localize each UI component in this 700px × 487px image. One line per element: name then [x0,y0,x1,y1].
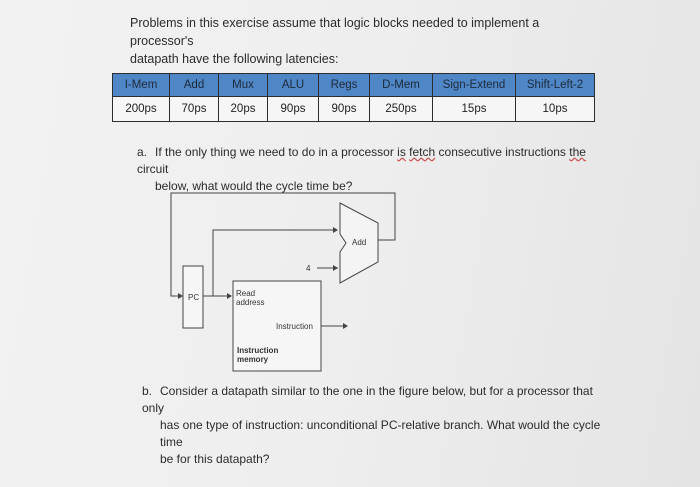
value-regs: 90ps [319,97,370,122]
header-add: Add [170,74,219,97]
intro-line-2: datapath have the following latencies: [130,52,339,66]
question-b-line1: Consider a datapath similar to the one in the figure below, but for a processor that only [142,384,593,415]
question-a-line1-mid: consecutive instructions [435,145,570,159]
arrowhead-memory [227,293,232,299]
header-imem: I-Mem [113,74,170,97]
value-dmem: 250ps [370,97,433,122]
value-add: 70ps [170,97,219,122]
header-regs: Regs [319,74,370,97]
arrowhead-constant [333,265,338,271]
constant-label: 4 [306,264,311,273]
question-b-line2: has one type of instruction: unconditional PC-relative branch. What would the cycle time [160,418,601,449]
question-a-word-the: the [569,145,586,159]
question-b-line3: be for this datapath? [160,452,270,466]
question-a-label: a. [137,145,148,159]
header-sign-extend: Sign-Extend [433,74,516,97]
instruction-output-label: Instruction [276,322,313,331]
intro-line-1: Problems in this exercise assume that logic blocks needed to implement a processor's [130,16,540,48]
arrowhead-pc [178,293,183,299]
arrowhead-instruction [343,323,348,329]
question-b [142,383,612,468]
value-shift-left-2: 10ps [516,97,595,122]
value-mux: 20ps [219,97,268,122]
instruction-memory-label: Instruction memory [237,346,279,364]
read-address-label: Read address [236,289,265,307]
header-shift-left-2: Shift-Left-2 [516,74,595,97]
question-b-label: b. [142,384,153,398]
adder-label: Add [352,238,367,247]
question-a-word-is: is [397,145,406,159]
question-a-line2: below, what would the cycle time be? [155,179,353,193]
header-mux: Mux [219,74,268,97]
header-dmem: D-Mem [370,74,433,97]
question-a-word-fetch: fetch [409,145,436,159]
value-imem: 200ps [113,97,170,122]
pc-label: PC [188,293,200,302]
header-alu: ALU [268,74,319,97]
question-a-line1-pre: If the only thing we need to do in a processor [155,145,398,159]
question-a-line1-post: circuit [137,162,169,176]
value-alu: 90ps [268,97,319,122]
arrowhead-adder-top [333,227,338,233]
value-sign-extend: 15ps [433,97,516,122]
